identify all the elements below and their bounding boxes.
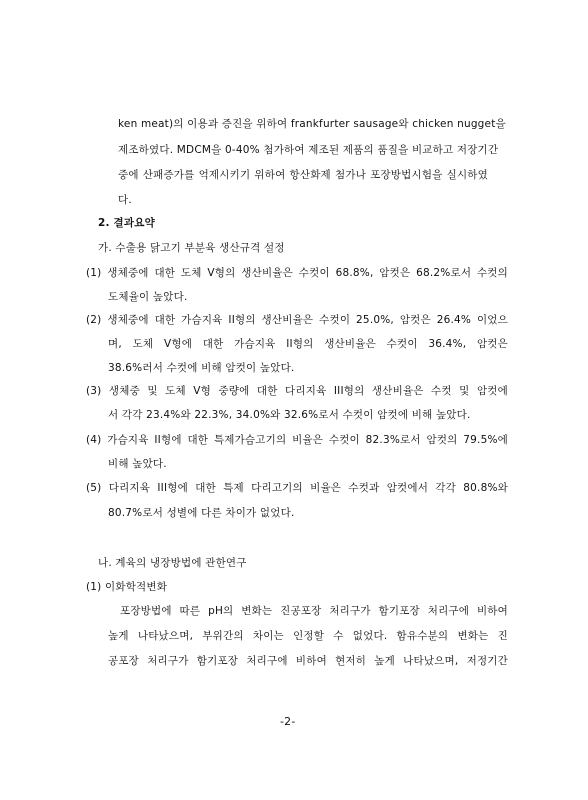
item-5-line-1: (5) 다리지육 III형에 대한 특제 다리고기의 비율은 수컷과 암컷에서 각각 80.8%와 [86, 482, 508, 494]
item-4-line-1: (4) 가슴지육 II형에 대한 특제가슴고기의 비율은 수컷이 82.3%로서 암컷의 79.5%에 [86, 434, 508, 446]
intro-line-3: 중에 산패증가를 억제시키기 위하여 항산화제 첨가나 포장방법시험을 실시하였 [118, 169, 488, 181]
body-line-2: 높게 나타났으며, 부위간의 차이는 인정할 수 없었다. 함유수분의 변화는 진 [108, 630, 508, 642]
body-line-3: 공포장 처리구가 함기포장 처리구에 비하여 현저히 높게 나타났으며, 저정기간 [108, 655, 508, 667]
item-2-line-2: 며, 도체 V형에 대한 가슴지육 II형의 생산비율은 수컷이 36.4%, 암컷은 [108, 338, 508, 350]
page-number: -2- [280, 715, 296, 728]
subsection-na-title: 나. 계육의 냉장방법에 관한연구 [98, 557, 247, 569]
subsection-ga-title: 가. 수출용 닭고기 부분육 생산규격 설정 [98, 242, 285, 254]
item-4-line-2: 비해 높았다. [108, 458, 167, 470]
item-1-line-2: 도체율이 높았다. [108, 291, 188, 303]
intro-line-4: 다. [118, 194, 132, 206]
item-1-line-1: (1) 생체중에 대한 도체 V형의 생산비율은 수컷이 68.8%, 암컷은 68.2%로서 수컷의 [86, 267, 508, 279]
sub-item-1-title: (1) 이화학적변화 [86, 581, 168, 593]
item-2-line-3: 38.6%러서 수컷에 비해 암컷이 높았다. [108, 362, 295, 374]
item-3-line-2: 서 각각 23.4%와 22.3%, 34.0%와 32.6%로서 수컷이 암컷에 비해 높았다. [108, 409, 471, 421]
item-2-line-1: (2) 생체중에 대한 가슴지육 II형의 생산비율은 수컷이 25.0%, 암컷은 26.4% 이었으 [86, 314, 508, 326]
intro-line-2: 제조하였다. MDCM을 0-40% 첨가하여 제조된 제품의 품질을 비교하고 저장기간 [118, 144, 499, 156]
item-5-line-2: 80.7%로서 성별에 다른 차이가 없었다. [108, 507, 295, 519]
body-line-1: 포장방법에 따른 pH의 변화는 진공포장 처리구가 함기포장 처리구에 비하여 [120, 605, 508, 617]
item-3-line-1: (3) 생체중 및 도체 V형 중량에 대한 다리지육 III형의 생산비율은 수컷 및 암컷에 [86, 385, 508, 397]
intro-line-1: ken meat)의 이용과 증진을 위하여 frankfurter sausage와 chicken nugget을 [118, 118, 506, 130]
section-title: 2. 결과요약 [98, 217, 155, 229]
